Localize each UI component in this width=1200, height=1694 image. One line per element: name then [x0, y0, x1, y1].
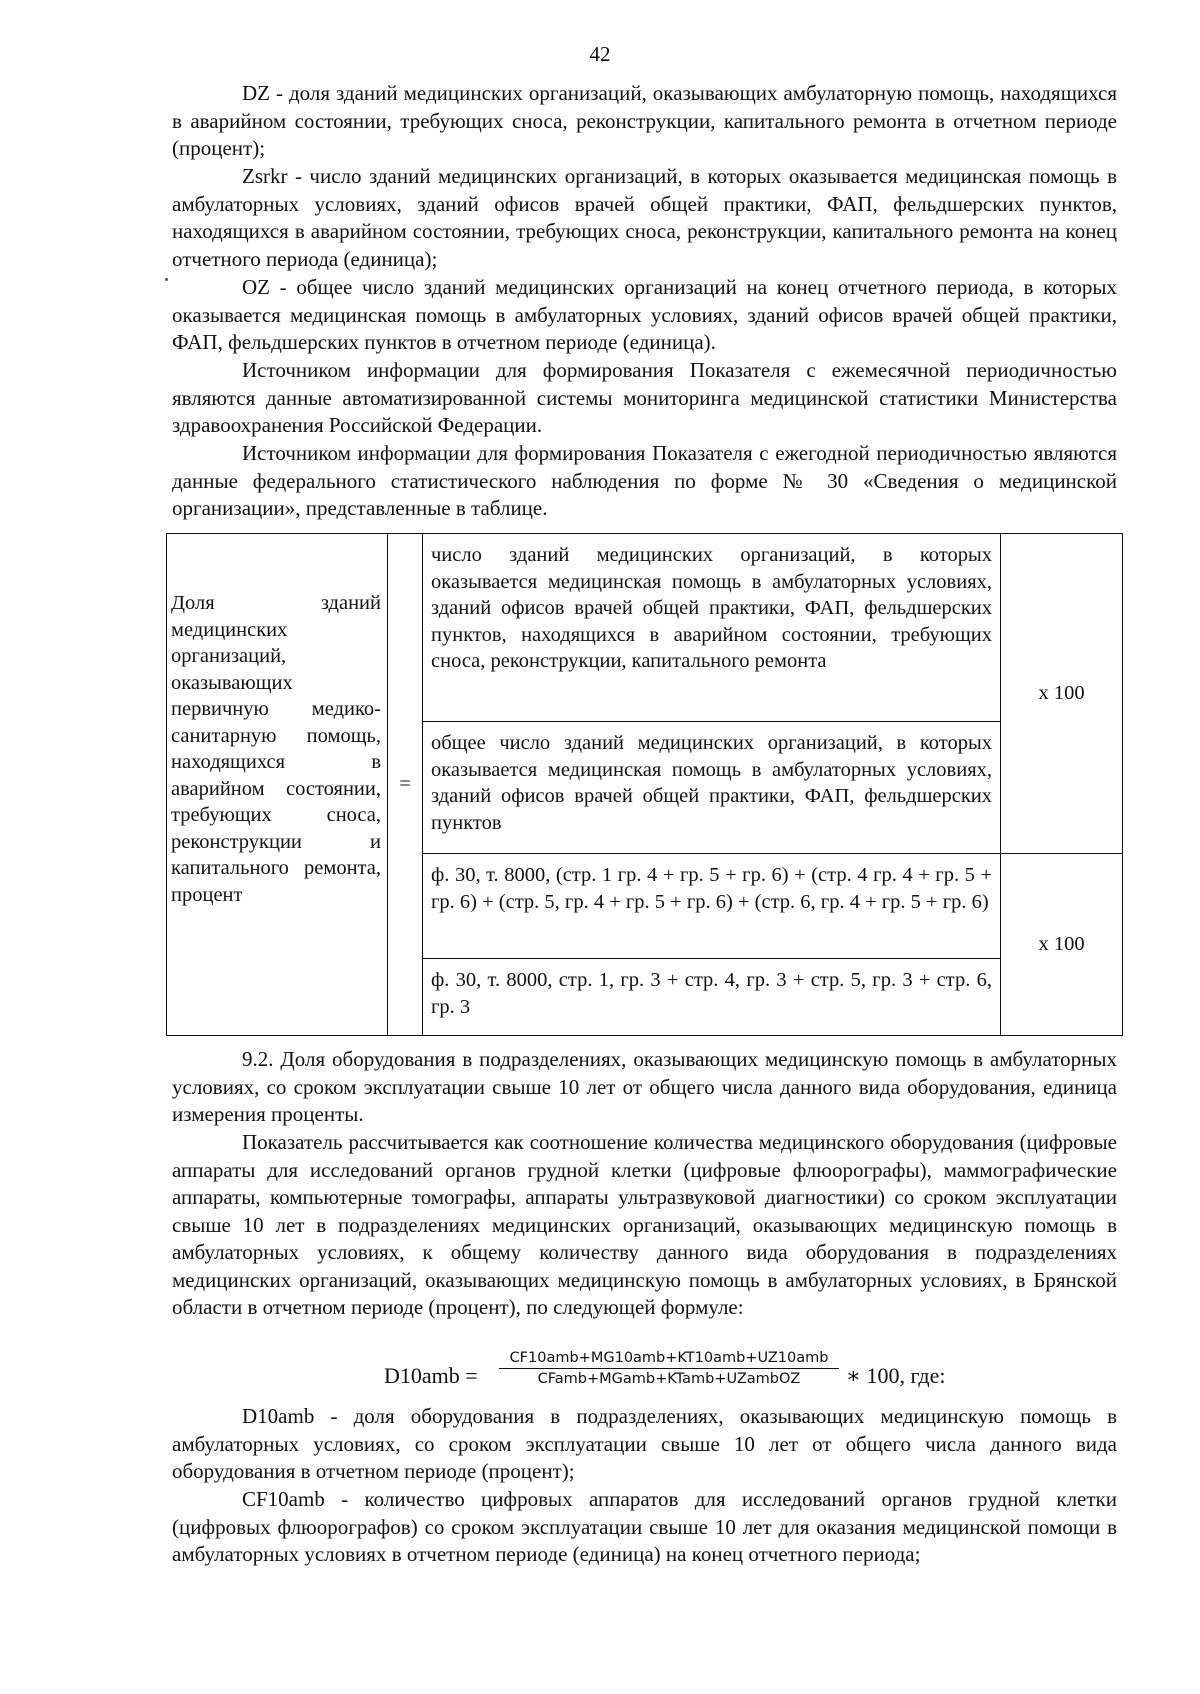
formula-numerator: CF10amb+MG10amb+KT10amb+UZ10amb — [499, 1350, 839, 1369]
multiplier-1: x 100 — [1038, 682, 1085, 705]
paragraph-oz-definition: OZ - общее число зданий медицинских организаций на конец отчетного периода, в которых оказывается медицинская помощь в амбулаторных условиях, зданий офисов врачей общей практики, ФАП, фельдшерских пунктов в отчетном периоде (единица). — [172, 275, 1117, 354]
indicator-name: Доля зданий медицинских организаций, оказывающих первичную медико-санитарную помощь, находящихся в аварийном состоянии, требующих сноса, реконструкции и капитального ремонта, процент — [171, 592, 381, 906]
denominator-source: ф. 30, т. 8000, стр. 1, гр. 3 + стр. 4, гр. 3 + стр. 5, гр. 3 + стр. 6, гр. 3 — [431, 969, 992, 1018]
formula-denominator: CFamb+MGamb+KTamb+UZambOZ — [537, 1371, 801, 1387]
multiplier-cell-1 — [1001, 534, 1123, 854]
numerator-description-cell — [423, 534, 1001, 722]
scan-artifact-dot — [165, 278, 168, 281]
indicator-table — [166, 533, 1120, 1035]
denominator-source-cell — [423, 959, 1001, 1036]
formula-fraction — [499, 1350, 839, 1387]
paragraph-annual-source: Источником информации для формирования Показателя с ежегодной периодичностью являются данные федерального статистического наблюдения по форме № 30 «Сведения о медицинской организации», представленные в таблице. — [172, 441, 1117, 520]
numerator-source: ф. 30, т. 8000, (стр. 1 гр. 4 + гр. 5 + гр. 6) + (стр. 4 гр. 4 + гр. 5 + гр. 6) + (стр. 5, гр. 4 + гр. 5 + гр. 6) + (стр. 6, гр. 4 + гр. 5 + гр. 6) — [431, 864, 992, 913]
paragraph-d10amb-definition: D10amb - доля оборудования в подразделениях, оказывающих медицинскую помощь в амбулаторных условиях, со сроком эксплуатации свыше 10 лет от общего числа данного вида оборудования в отчетном периоде (процент); — [172, 1404, 1117, 1483]
paragraph-zsrkr-definition: Zsrkr - число зданий медицинских организаций, в которых оказывается медицинская помощь в амбулаторных условиях, зданий офисов врачей общей практики, ФАП, фельдшерских пунктов, находящихся в аварийном состоянии, требующих сноса, реконструкции, капитального ремонта на конец отчетного периода (единица); — [172, 164, 1117, 271]
equals-cell — [388, 534, 423, 1036]
paragraph-section-9-2: 9.2. Доля оборудования в подразделениях, оказывающих медицинскую помощь в амбулаторных условиях, со сроком эксплуатации свыше 10 лет от общего числа данного вида оборудования, единица измерения проценты. — [172, 1047, 1117, 1126]
page-number: 42 — [589, 42, 611, 66]
paragraph-dz-definition: DZ - доля зданий медицинских организаций, оказывающих амбулаторную помощь, находящихся в аварийном состоянии, требующих сноса, реконструкции, капитального ремонта в отчетном периоде (процент); — [172, 81, 1117, 160]
equals-sign: = — [399, 773, 411, 796]
indicator-name-cell — [167, 534, 388, 1036]
paragraph-cf10amb-definition: CF10amb - количество цифровых аппаратов для исследований органов грудной клетки (цифровых флюорографов) со сроком эксплуатации свыше 10 лет для оказания медицинской помощи в амбулаторных условиях в отчетном периоде (единица) на конец отчетного периода; — [172, 1487, 1117, 1566]
denominator-description-cell — [423, 722, 1001, 854]
formula-rhs: ∗ 100, где: — [846, 1363, 946, 1388]
multiplier-cell-2 — [1001, 854, 1123, 1036]
paragraph-calculation-method: Показатель рассчитывается как соотношение количества медицинского оборудования (цифровые аппараты для исследований органов грудной клетки (цифровые флюорографы), маммографические аппараты, компьютерные томографы, аппараты ультразвуковой диагностики) со сроком эксплуатации свыше 10 лет в подразделениях медицинских организаций, оказывающих медицинскую помощь в амбулаторных условиях, к общему количеству данного вида оборудования в подразделениях медицинских организаций, оказывающих медицинскую помощь в амбулаторных условиях, в Брянской области в отчетном периоде (процент), по следующей формуле: — [172, 1130, 1117, 1319]
numerator-description: число зданий медицинских организаций, в которых оказывается медицинская помощь в амбулаторных условиях, зданий офисов врачей общей практики, ФАП, фельдшерских пунктов, находящихся в аварийном состоянии, требующих сноса, реконструкции, капитального ремонта — [431, 544, 992, 672]
numerator-source-cell — [423, 854, 1001, 959]
multiplier-2: x 100 — [1038, 933, 1085, 956]
formula-lhs: D10amb = — [384, 1363, 478, 1388]
paragraph-monthly-source: Источником информации для формирования Показателя с ежемесячной периодичностью являются данные автоматизированной системы мониторинга медицинской статистики Министерства здравоохранения Российской Федерации. — [172, 358, 1117, 437]
denominator-description: общее число зданий медицинских организаций, в которых оказывается медицинская помощь в амбулаторных условиях, зданий офисов врачей общей практики, ФАП, фельдшерских пунктов — [431, 732, 992, 834]
